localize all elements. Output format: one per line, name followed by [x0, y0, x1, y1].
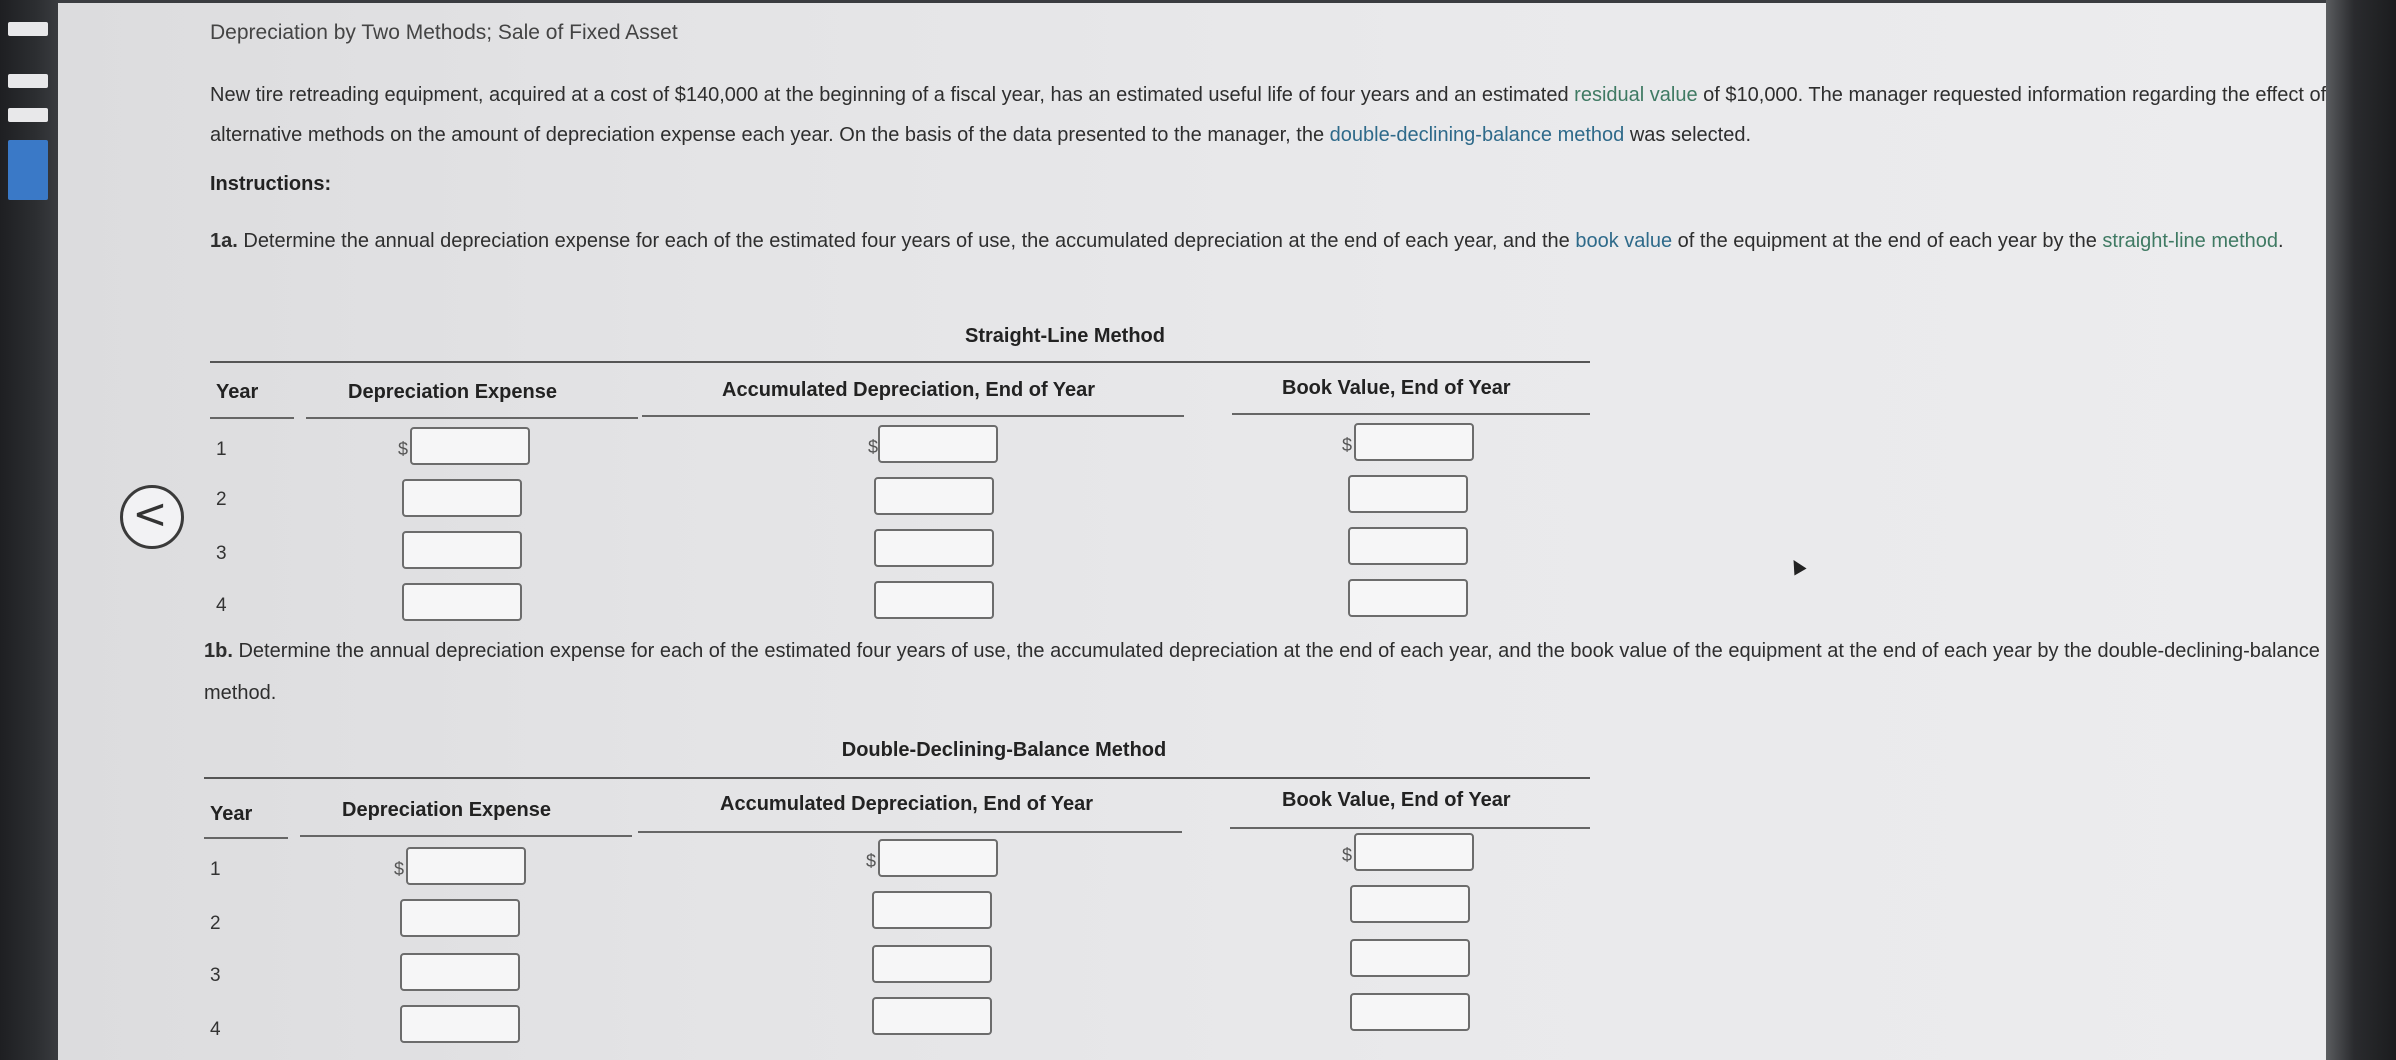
question-panel: [58, 0, 2328, 1060]
ddb-accumulated-depreciation-y3-input[interactable]: [872, 945, 992, 983]
sl-book-value-y3-input[interactable]: [1348, 527, 1468, 565]
col-head-book-value: Book Value, End of Year: [1282, 789, 1511, 811]
ddb-depreciation-expense-y1-input[interactable]: [406, 847, 526, 885]
year-label: 4: [210, 1019, 221, 1040]
header-rule: [306, 417, 638, 419]
sl-accumulated-depreciation-y3-input[interactable]: [874, 529, 994, 567]
ddb-depreciation-expense-y3-input[interactable]: [400, 953, 520, 991]
instructions-heading: Instructions:: [210, 173, 332, 195]
table-top-rule: [204, 777, 1590, 779]
problem-statement: New tire retreading equipment, acquired at a cost of $140,000 at the beginning of a fiscal year, has an estimated useful life of four years and an estimated residual value of $10,000. The manager requested information regarding the effect of alternative methods on the amount of depreciation expense each year. On the basis of the data presented to the manager, the double-declining-balance method was selected.: [210, 84, 2327, 146]
header-rule: [1230, 827, 1590, 829]
header-rule: [642, 415, 1184, 417]
sl-accumulated-depreciation-y2-input[interactable]: [874, 477, 994, 515]
chevron-left-icon: <: [132, 489, 168, 538]
ddb-depreciation-expense-y2-input[interactable]: [400, 899, 520, 937]
right-bezel: [2326, 0, 2396, 1060]
year-label: 1: [216, 439, 227, 460]
sidebar-active-marker: [8, 140, 48, 200]
sidebar-marker: [8, 108, 48, 122]
col-head-year: Year: [210, 803, 253, 825]
sl-book-value-y4-input[interactable]: [1348, 579, 1468, 617]
left-bezel: [0, 0, 60, 1060]
year-label: 2: [216, 489, 227, 510]
table-top-rule: [210, 361, 1590, 363]
currency-symbol: $: [394, 859, 405, 879]
straight-line-link[interactable]: straight-line method: [2102, 230, 2279, 252]
header-rule: [210, 417, 294, 419]
book-value-link[interactable]: book value: [1575, 230, 1673, 252]
sidebar-marker: [8, 74, 48, 88]
mouse-pointer-icon: [1787, 556, 1806, 575]
sl-depreciation-expense-y4-input[interactable]: [402, 583, 522, 621]
ddb-book-value-y1-input[interactable]: [1354, 833, 1474, 871]
sl-book-value-y1-input[interactable]: [1354, 423, 1474, 461]
ddb-accumulated-depreciation-y2-input[interactable]: [872, 891, 992, 929]
year-label: 1: [210, 859, 221, 880]
currency-symbol: $: [1342, 435, 1353, 455]
sl-depreciation-expense-y2-input[interactable]: [402, 479, 522, 517]
header-rule: [300, 835, 632, 837]
col-head-accumulated-depreciation: Accumulated Depreciation, End of Year: [722, 379, 1096, 401]
year-label: 3: [210, 965, 221, 986]
ddb-table: [204, 733, 1584, 1060]
ddb-depreciation-expense-y4-input[interactable]: [400, 1005, 520, 1043]
ddb-method-link[interactable]: double-declining-balance method: [1329, 124, 1625, 146]
sl-depreciation-expense-y1-input[interactable]: [410, 427, 530, 465]
sl-accumulated-depreciation-y1-input[interactable]: [878, 425, 998, 463]
sl-book-value-y2-input[interactable]: [1348, 475, 1468, 513]
col-head-book-value: Book Value, End of Year: [1282, 377, 1511, 399]
currency-symbol: $: [866, 851, 877, 871]
sl-depreciation-expense-y3-input[interactable]: [402, 531, 522, 569]
table-title: Double-Declining-Balance Method: [841, 739, 1167, 761]
col-head-year: Year: [216, 381, 259, 403]
back-button[interactable]: [120, 485, 184, 549]
straight-line-table: [210, 321, 1590, 621]
ddb-book-value-y4-input[interactable]: [1350, 993, 1470, 1031]
header-rule: [1232, 413, 1590, 415]
part-1b-instruction: 1b. Determine the annual depreciation expense for each of the estimated four years of use, the accumulated depreciation at the end of each year, and the book value of the equipment at the end of each year by the double-declining-balance method.: [204, 640, 2320, 704]
col-head-depreciation-expense: Depreciation Expense: [342, 799, 551, 821]
year-label: 3: [216, 543, 227, 564]
part-1a-instruction: 1a. Determine the annual depreciation expense for each of the estimated four years of use, the accumulated depreciation at the end of each year, and the book value of the equipment at the end of each year by the straight-line method.: [210, 230, 2284, 252]
sl-accumulated-depreciation-y4-input[interactable]: [874, 581, 994, 619]
col-head-depreciation-expense: Depreciation Expense: [348, 381, 557, 403]
ddb-accumulated-depreciation-y1-input[interactable]: [878, 839, 998, 877]
table-title: Straight-Line Method: [965, 325, 1165, 347]
ddb-book-value-y3-input[interactable]: [1350, 939, 1470, 977]
year-label: 4: [216, 595, 227, 616]
residual-value-link[interactable]: residual value: [1574, 84, 1698, 106]
currency-symbol: $: [868, 437, 879, 457]
ddb-book-value-y2-input[interactable]: [1350, 885, 1470, 923]
page-title: Depreciation by Two Methods; Sale of Fixed Asset: [210, 21, 678, 44]
currency-symbol: $: [1342, 845, 1353, 865]
header-rule: [638, 831, 1182, 833]
currency-symbol: $: [398, 439, 409, 459]
year-label: 2: [210, 913, 221, 934]
sidebar-marker: [8, 22, 48, 36]
header-rule: [204, 837, 288, 839]
ddb-accumulated-depreciation-y4-input[interactable]: [872, 997, 992, 1035]
col-head-accumulated-depreciation: Accumulated Depreciation, End of Year: [720, 793, 1094, 815]
